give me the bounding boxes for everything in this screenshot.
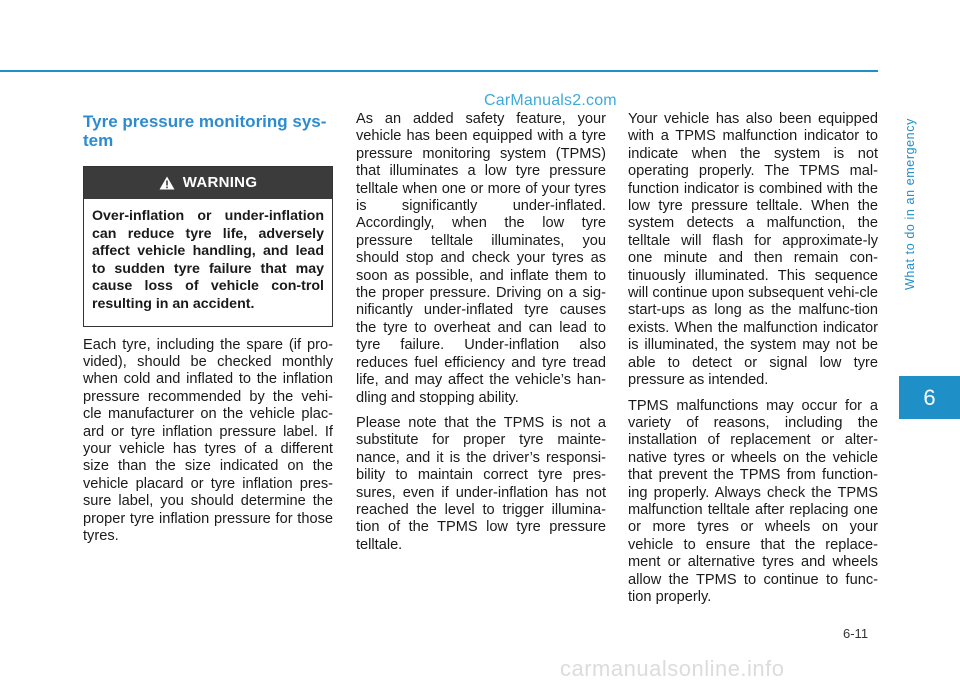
warning-label: WARNING (182, 174, 258, 192)
chapter-number-tab: 6 (899, 376, 960, 419)
paragraph: Please note that the TPMS is not a substitute for proper tyre mainte-nance, and it is the driver’s responsi-bility to maintain correct tyre pres-sures, even if under-inflation has not reached the level to trigger illumina-tion of the TPMS low tyre pressure telltale. (356, 414, 606, 553)
column-2 (356, 111, 606, 562)
warning-box (83, 166, 333, 327)
watermark-bottom[interactable]: carmanualsonline.info (560, 656, 785, 681)
paragraph: Your vehicle has also been equipped with a TPMS malfunction indicator to indicate when the system is not operating properly. The TPMS mal-function indicator is combined with the low tyre pressure telltale. When the system detects a malfunction, the telltale will flash for approximate-ly one minute and then remain con-tinuously illuminated. This sequence will continue upon subsequent vehi-cle start-ups as long as the malfunc-tion exists. When the malfunction indicator is illuminated, the system may not be able to detect or signal low tyre pressure as intended. (628, 111, 878, 389)
column-1 (83, 110, 333, 553)
header-rule (0, 70, 878, 72)
page-number: 6-11 (843, 626, 869, 641)
paragraph: Each tyre, including the spare (if pro-vided), should be checked monthly when cold and inflated to the inflation pressure recommended by the vehi-cle manufacturer on the vehicle plac-ard or tyre inflation pressure label. If your vehicle has tyres of a different size than the size indicated on the vehicle placard or tyre inflation pres-sure label, you should determine the proper tyre inflation pressure for those tyres. (83, 336, 333, 545)
column-3 (628, 111, 878, 614)
watermark-top[interactable]: CarManuals2.com (484, 92, 617, 109)
warning-triangle-icon (159, 176, 175, 190)
warning-text: Over-inflation or under-inflation can reduce tyre life, adversely affect vehicle handling, and lead to sudden tyre failure that may cause loss of vehicle con-trol resulting in an accident. (92, 208, 324, 312)
paragraph: As an added safety feature, your vehicle has been equipped with a tyre pressure monitoring system (TPMS) that illuminates a low tyre pressure telltale when one or more of your tyres is significantly under-inflated. Accordingly, when the low tyre pressure telltale illuminates, you should stop and check your tyres as soon as possible, and inflate them to the proper pressure. Driving on a sig-nificantly under-inflated tyre causes the tyre to overheat and can lead to tyre failure. Under-inflation also reduces fuel efficiency and tyre tread life, and may affect the vehicle’s han-dling and stopping ability. (356, 111, 606, 406)
paragraph: TPMS malfunctions may occur for a variety of reasons, including the installation of replacement or alter-native tyres or wheels on the vehicle that prevent the TPMS from function-ing properly. Always check the TPMS malfunction telltale after replacing one or more tyres or wheels on your vehicle to ensure that the replace-ment or alternative tyres and wheels allow the TPMS to continue to func-tion properly. (628, 397, 878, 605)
chapter-side-label: What to do in an emergency (903, 118, 917, 290)
warning-header (84, 167, 332, 199)
section-title: Tyre pressure monitoring sys-tem (83, 112, 327, 150)
